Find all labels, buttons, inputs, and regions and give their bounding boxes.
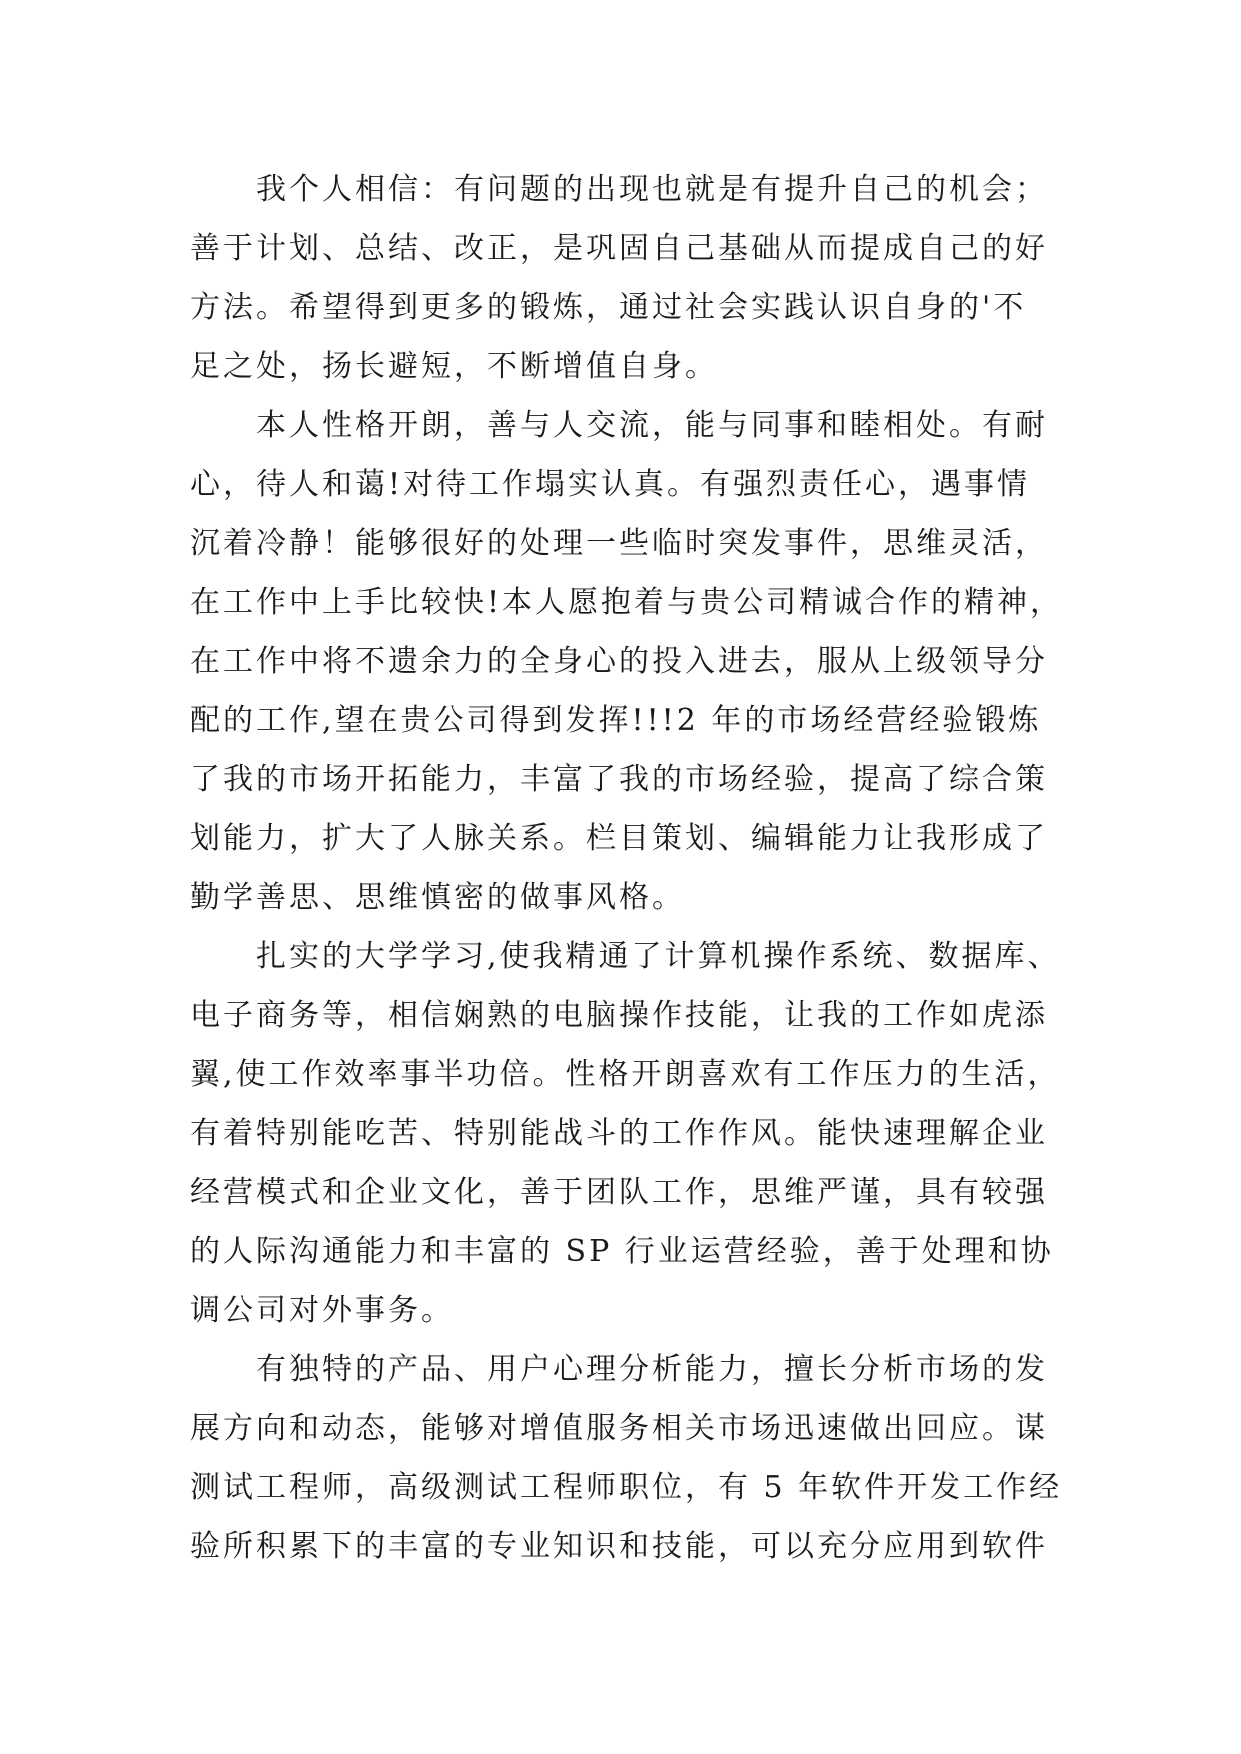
paragraph-line: 善于计划、总结、改正，是巩固自己基础从而提成自己的好	[190, 231, 1048, 266]
paragraph-line: 心，待人和蔼!对待工作塌实认真。有强烈责任心，遇事情	[190, 467, 1031, 502]
paragraph-line: 展方向和动态，能够对增值服务相关市场迅速做出回应。谋	[190, 1411, 1048, 1446]
paragraph-4	[190, 1340, 1063, 1576]
paragraph-line: 电子商务等，相信娴熟的电脑操作技能，让我的工作如虎添	[190, 998, 1048, 1033]
paragraph-line: 划能力，扩大了人脉关系。栏目策划、编辑能力让我形成了	[190, 821, 1048, 856]
paragraph-line: 测试工程师，高级测试工程师职位，有 5 年软件开发工作经	[190, 1470, 1063, 1505]
paragraph-1	[190, 160, 1050, 396]
paragraph-line: 调公司对外事务。	[190, 1293, 454, 1328]
document-body	[190, 160, 1064, 1576]
paragraph-2	[190, 396, 1064, 927]
paragraph-line: 勤学善思、思维慎密的做事风格。	[190, 880, 685, 915]
paragraph-line: 沉着冷静！能够很好的处理一些临时突发事件，思维灵活，	[190, 526, 1048, 561]
paragraph-line: 经营模式和企业文化，善于团队工作，思维严谨，具有较强	[190, 1175, 1048, 1210]
paragraph-line: 我个人相信：有问题的出现也就是有提升自己的机会；	[256, 172, 1048, 207]
paragraph-line: 在工作中将不遗余力的全身心的投入进去，服从上级领导分	[190, 644, 1048, 679]
paragraph-line: 翼,使工作效率事半功倍。性格开朗喜欢有工作压力的生活，	[190, 1057, 1061, 1092]
paragraph-line: 了我的市场开拓能力，丰富了我的市场经验，提高了综合策	[190, 762, 1048, 797]
paragraph-line: 验所积累下的丰富的专业知识和技能，可以充分应用到软件	[190, 1529, 1048, 1564]
paragraph-line: 有着特别能吃苦、特别能战斗的工作作风。能快速理解企业	[190, 1116, 1048, 1151]
paragraph-line: 足之处，扬长避短，不断增值自身。	[190, 349, 718, 384]
paragraph-3	[190, 927, 1061, 1340]
paragraph-line: 在工作中上手比较快!本人愿抱着与贵公司精诚合作的精神，	[190, 585, 1064, 620]
paragraph-line: 方法。希望得到更多的锻炼，通过社会实践认识自身的'不	[190, 290, 1027, 325]
paragraph-line: 的人际沟通能力和丰富的 SP 行业运营经验，善于处理和协	[190, 1234, 1054, 1269]
paragraph-line: 有独特的产品、用户心理分析能力，擅长分析市场的发	[256, 1352, 1048, 1387]
paragraph-line: 配的工作,望在贵公司得到发挥!!!2 年的市场经营经验锻炼	[190, 703, 1042, 738]
paragraph-line: 扎实的大学学习,使我精通了计算机操作系统、数据库、	[256, 939, 1061, 974]
paragraph-line: 本人性格开朗，善与人交流，能与同事和睦相处。有耐	[256, 408, 1048, 443]
